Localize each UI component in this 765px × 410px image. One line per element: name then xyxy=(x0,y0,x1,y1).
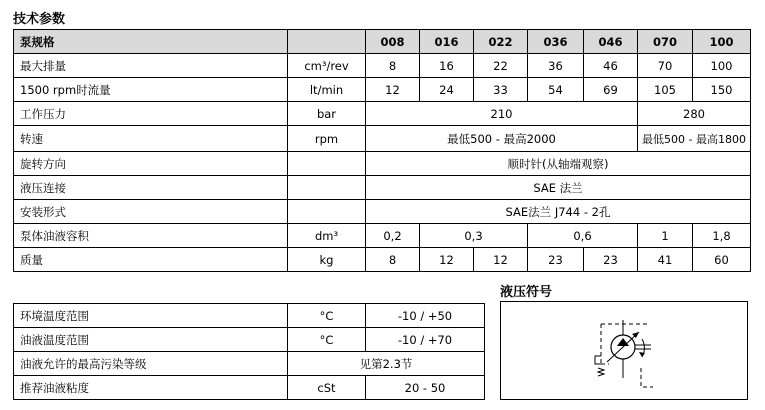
row-label: 最大排量 xyxy=(14,54,288,78)
row-label: 泵体油液容积 xyxy=(14,224,288,248)
cell-value: 105 xyxy=(638,78,693,102)
model-header: 016 xyxy=(420,30,474,54)
table-row xyxy=(14,78,751,102)
table-row xyxy=(14,376,485,400)
table-row xyxy=(14,54,751,78)
cell-value: 46 xyxy=(584,54,638,78)
cell-value: 0,6 xyxy=(528,224,638,248)
table-row xyxy=(14,176,751,200)
table-row xyxy=(14,248,751,272)
symbol-title: 液压符号 xyxy=(500,285,553,300)
cell-value: 8 xyxy=(366,54,420,78)
row-label: 工作压力 xyxy=(14,102,288,126)
row-unit: °C xyxy=(288,304,366,328)
cell-value: 60 xyxy=(693,248,751,272)
cell-value: 20 - 50 xyxy=(366,376,485,400)
row-label: 推荐油液粘度 xyxy=(14,376,288,400)
row-unit: cm³/rev xyxy=(288,54,366,78)
table-row xyxy=(14,102,751,126)
cell-value: 最低500 - 最高1800 xyxy=(638,126,751,152)
row-unit: rpm xyxy=(288,126,366,152)
row-unit: lt/min xyxy=(288,78,366,102)
row-label: 旋转方向 xyxy=(14,152,288,176)
cell-value: 69 xyxy=(584,78,638,102)
row-unit: cSt xyxy=(288,376,366,400)
row-label: 油液允许的最高污染等级 xyxy=(14,352,288,376)
row-label: 环境温度范围 xyxy=(14,304,288,328)
row-label: 质量 xyxy=(14,248,288,272)
cell-value: SAE 法兰 xyxy=(366,176,751,200)
model-header: 070 xyxy=(638,30,693,54)
cell-value: 0,3 xyxy=(420,224,528,248)
cell-value: 33 xyxy=(474,78,528,102)
table-row xyxy=(14,200,751,224)
model-header: 036 xyxy=(528,30,584,54)
cell-value: -10 / +50 xyxy=(366,304,485,328)
row-unit: kg xyxy=(288,248,366,272)
cell-value: 0,2 xyxy=(366,224,420,248)
cell-value: 280 xyxy=(638,102,751,126)
cell-value: 36 xyxy=(528,54,584,78)
cell-value: 12 xyxy=(420,248,474,272)
model-header: 008 xyxy=(366,30,420,54)
cell-value: 150 xyxy=(693,78,751,102)
environment-table xyxy=(13,303,485,400)
table-row xyxy=(14,152,751,176)
table-row xyxy=(14,328,485,352)
table-row xyxy=(14,224,751,248)
page-title: 技术参数 xyxy=(13,12,66,27)
cell-value: 54 xyxy=(528,78,584,102)
table-row xyxy=(14,352,485,376)
cell-value: 70 xyxy=(638,54,693,78)
cell-value: 见第2.3节 xyxy=(288,352,485,376)
row-unit: dm³ xyxy=(288,224,366,248)
cell-value: 1,8 xyxy=(693,224,751,248)
row-unit: °C xyxy=(288,328,366,352)
cell-value: 100 xyxy=(693,54,751,78)
table-row xyxy=(14,126,751,152)
row-unit: bar xyxy=(288,102,366,126)
row-label: 油液温度范围 xyxy=(14,328,288,352)
hydraulic-symbol-box xyxy=(500,301,748,400)
cell-value: 8 xyxy=(366,248,420,272)
model-header: 046 xyxy=(584,30,638,54)
cell-value: 12 xyxy=(366,78,420,102)
table-row xyxy=(14,304,485,328)
cell-value: 顺时针(从轴端观察) xyxy=(366,152,751,176)
row-label: 安装形式 xyxy=(14,200,288,224)
cell-value: 1 xyxy=(638,224,693,248)
hydraulic-pump-symbol xyxy=(501,302,747,399)
cell-value: 22 xyxy=(474,54,528,78)
header-label: 泵规格 xyxy=(14,30,288,54)
header-row xyxy=(14,30,751,54)
cell-value: 12 xyxy=(474,248,528,272)
row-label: 转速 xyxy=(14,126,288,152)
model-header: 022 xyxy=(474,30,528,54)
cell-value: SAE法兰 J744 - 2孔 xyxy=(366,200,751,224)
cell-value: 最低500 - 最高2000 xyxy=(366,126,638,152)
model-header: 100 xyxy=(693,30,751,54)
cell-value: 23 xyxy=(584,248,638,272)
row-label: 1500 rpm时流量 xyxy=(14,78,288,102)
row-label: 液压连接 xyxy=(14,176,288,200)
cell-value: 16 xyxy=(420,54,474,78)
tech-spec-table xyxy=(13,29,751,272)
cell-value: 41 xyxy=(638,248,693,272)
cell-value: 24 xyxy=(420,78,474,102)
cell-value: -10 / +70 xyxy=(366,328,485,352)
cell-value: 210 xyxy=(366,102,638,126)
cell-value: 23 xyxy=(528,248,584,272)
